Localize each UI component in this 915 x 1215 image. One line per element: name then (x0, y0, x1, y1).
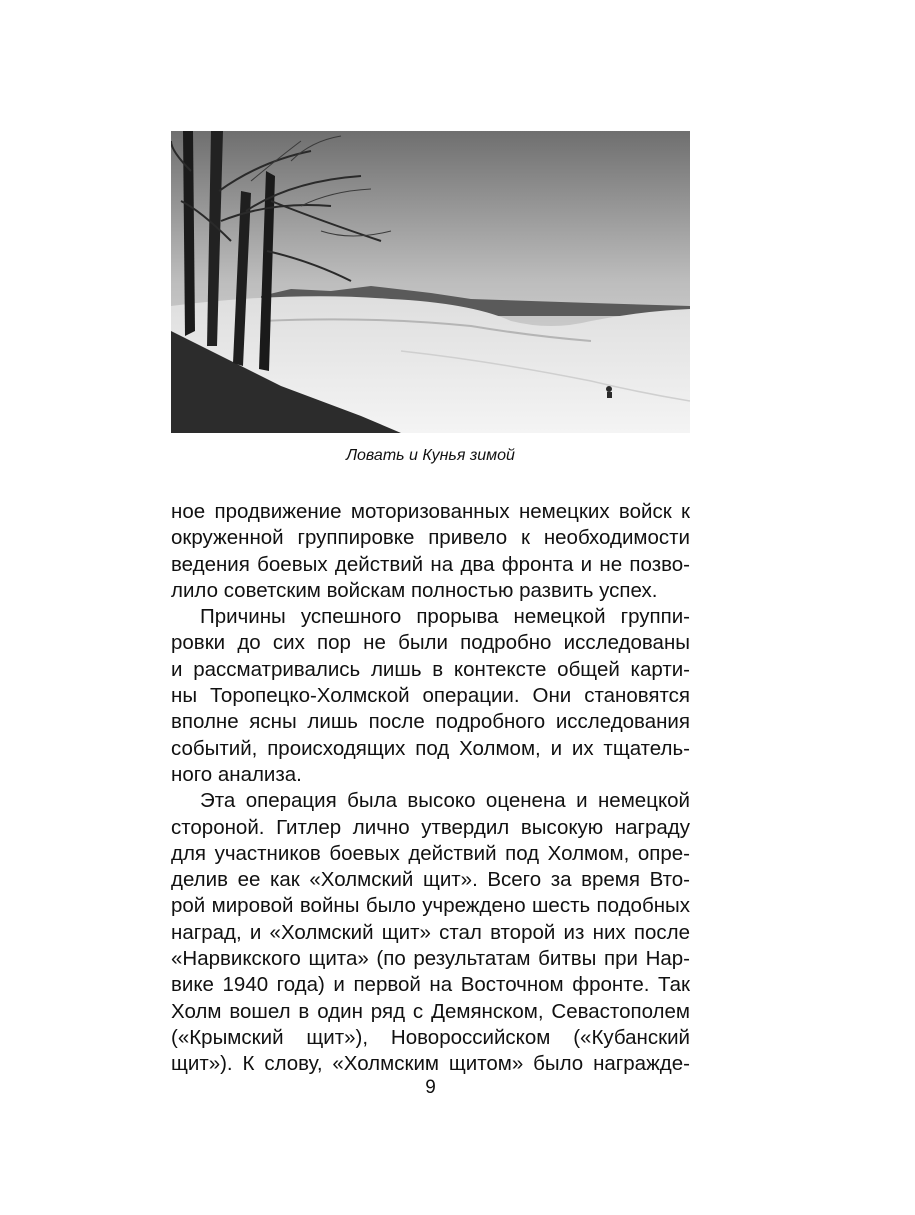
text-line: вполне ясны лишь после подробного исследования (171, 710, 690, 734)
text-line: («Крымский щит»), Новороссийском («Кубанский (171, 1025, 690, 1049)
text-line: ровки до сих пор не были подробно исследованы (171, 631, 690, 655)
paragraph (171, 499, 690, 604)
text-line: вике 1940 года) и первой на Восточном фронте. Так (171, 973, 690, 997)
text-line: Причины успешного прорыва немецкой группи- (200, 605, 690, 629)
text-line: делив ее как «Холмский щит». Всего за время Вто- (171, 868, 690, 892)
text-line: Эта операция была высоко оценена и немецкой (200, 789, 690, 813)
text-line: окруженной группировке привело к необходимости (171, 526, 690, 550)
winter-landscape-icon (171, 131, 690, 433)
text-line: Холм вошел в один ряд с Демянском, Севастополем (171, 999, 690, 1023)
text-line: наград, и «Холмский щит» стал второй из них после (171, 920, 690, 944)
body-text (171, 499, 690, 1078)
text-line: лило советским войскам полностью развить успех. (171, 578, 658, 602)
text-line: ведения боевых действий на два фронта и не позво- (171, 552, 690, 576)
text-line: щит»). К слову, «Холмским щитом» было награжде- (171, 1052, 690, 1076)
text-line: стороной. Гитлер лично утвердил высокую награду (171, 815, 690, 839)
text-line: ны Торопецко-Холмской операции. Они становятся (171, 684, 690, 708)
text-line: «Нарвикского щита» (по результатам битвы при Нар- (171, 947, 690, 971)
figure-caption: Ловать и Кунья зимой (346, 447, 515, 464)
text-line: ного анализа. (171, 762, 302, 786)
page-number: 9 (425, 1077, 436, 1098)
paragraph (171, 604, 690, 788)
winter-river-photo (171, 131, 690, 433)
text-line: ное продвижение моторизованных немецких войск к (171, 500, 690, 523)
text-line: рой мировой войны было учреждено шесть подобных (171, 894, 690, 918)
text-line: для участников боевых действий под Холмом, опре- (171, 841, 690, 865)
text-line: и рассматривались лишь в контексте общей карти- (171, 657, 690, 681)
text-line: событий, происходящих под Холмом, и их тщатель- (171, 736, 690, 760)
paragraph (171, 788, 690, 1077)
